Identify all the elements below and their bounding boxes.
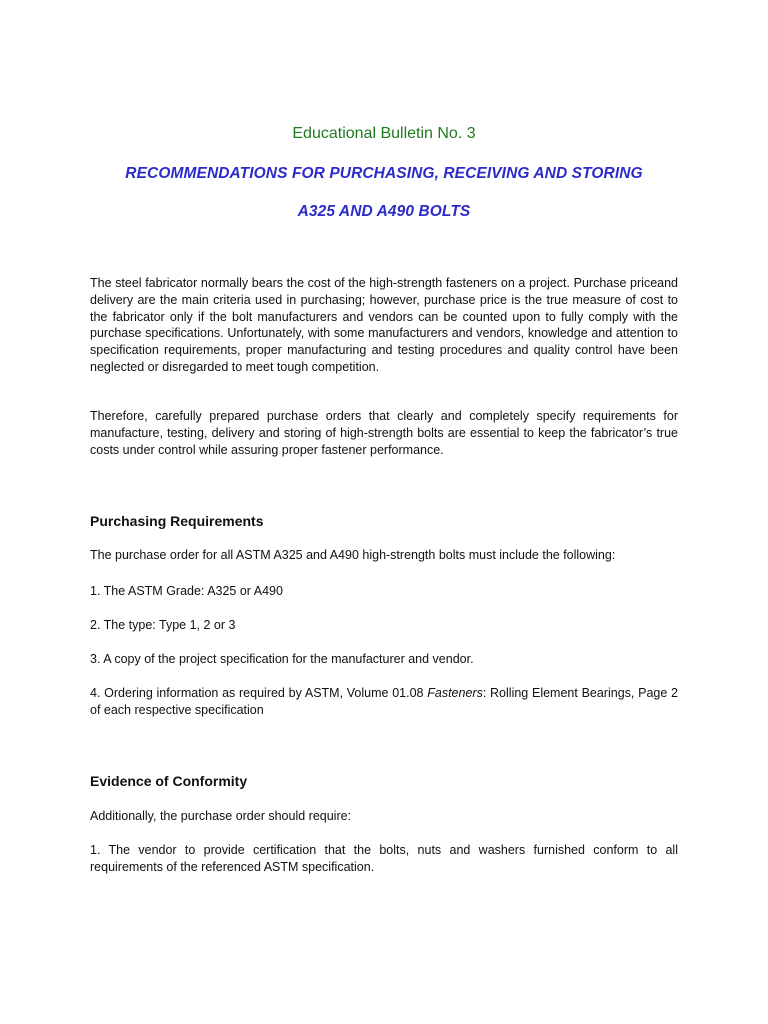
conformity-intro: Additionally, the purchase order should require:: [90, 809, 352, 823]
purchasing-requirements-heading: Purchasing Requirements: [90, 513, 264, 529]
bulletin-title: Educational Bulletin No. 3: [292, 125, 476, 142]
evidence-of-conformity-heading: Evidence of Conformity: [90, 773, 248, 789]
purchasing-item-4-emphasis: Fasteners: [427, 686, 483, 700]
intro-paragraph-1: The steel fabricator normally bears the cost of the high-strength fasteners on a project. Purchase priceand delivery are the main criteria used in purchasing; however, purchase price is the true measure of cost to the fabricator only if the bolt manufacturers and vendors can be counted upon to fully comply with the purchase specifications. Unfortunately, with some manufacturers and vendors, knowledge and attention to specification requirements, proper manufacturing and testing procedures and quality control have been neglected or disregarded to meet tough competition.: [90, 276, 678, 374]
intro-paragraph-2: Therefore, carefully prepared purchase orders that clearly and completely specify requirements for manufacture, testing, delivery and storing of high-strength bolts are essential to keep the fabricator’s true costs under control while assuring proper fastener performance.: [90, 409, 678, 457]
purchasing-item-4-prefix: 4. Ordering information as required by ASTM, Volume 01.08: [90, 686, 428, 700]
purchasing-item-1: 1. The ASTM Grade: A325 or A490: [90, 584, 283, 598]
purchasing-item-4: [90, 685, 678, 719]
conformity-item-1: 1. The vendor to provide certification that the bolts, nuts and washers furnished conform to all requirements of the referenced ASTM specification.: [90, 843, 678, 874]
main-title-line-2: A325 AND A490 BOLTS: [297, 203, 471, 220]
purchasing-intro: The purchase order for all ASTM A325 and A490 high-strength bolts must include the following:: [90, 548, 616, 562]
purchasing-item-3: 3. A copy of the project specification for the manufacturer and vendor.: [90, 652, 474, 666]
purchasing-item-2: 2. The type: Type 1, 2 or 3: [90, 618, 236, 632]
main-title-line-1: RECOMMENDATIONS FOR PURCHASING, RECEIVING AND STORING: [125, 165, 643, 182]
purchasing-item-4-suffix: : Rolling Element Bearings, Page 2 of each respective specification: [90, 686, 678, 717]
